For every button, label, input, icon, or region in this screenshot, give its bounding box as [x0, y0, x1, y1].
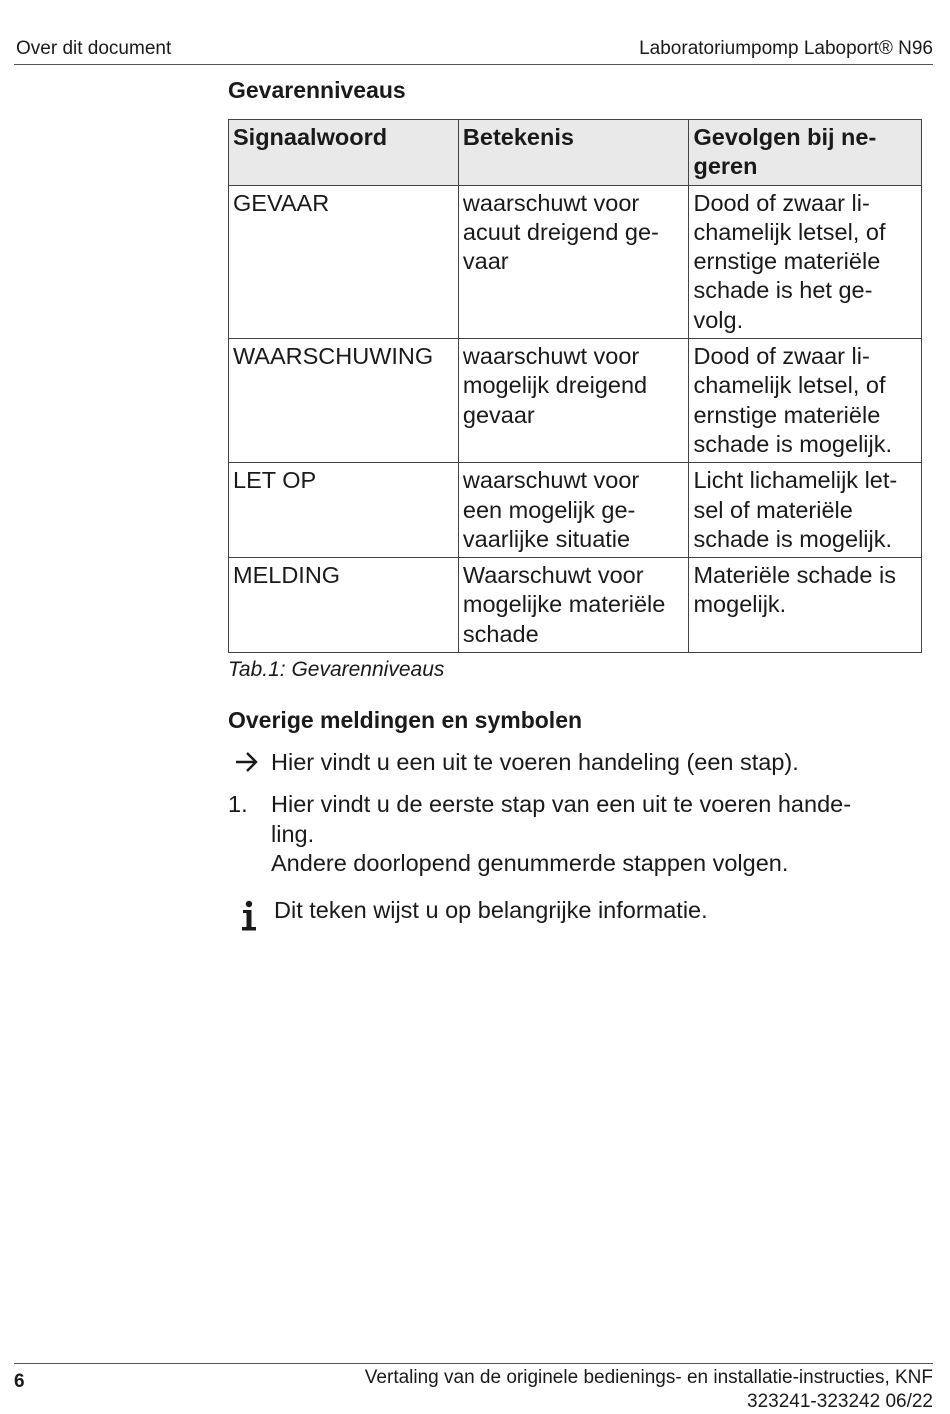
- page-content: [228, 72, 922, 926]
- step-text: Hier vindt u de eerste stap van een uit te voeren hande- ling. Andere doorlopend genummerde stappen volgen.: [271, 791, 852, 876]
- info-icon: [240, 900, 258, 932]
- table-row: [229, 185, 922, 338]
- signal-word-cell: MELDING: [229, 558, 459, 653]
- column-header-signal-word: Signaalwoord: [229, 120, 459, 186]
- page-number: 6: [14, 1371, 25, 1392]
- consequence-cell: Dood of zwaar li- chamelijk letsel, of ernstige materiële schade is het ge- volg.: [689, 185, 922, 338]
- section-title: Gevarenniveaus: [228, 77, 406, 103]
- signal-word-cell: GEVAAR: [229, 185, 459, 338]
- signal-word-cell: WAARSCHUWING: [229, 339, 459, 463]
- column-header-consequences: Gevolgen bij ne- geren: [689, 120, 922, 186]
- table-row: [229, 463, 922, 558]
- table-row: [229, 339, 922, 463]
- action-text: Hier vindt u een uit te voeren handeling (een stap).: [271, 749, 799, 776]
- info-text: Dit teken wijst u op belangrijke informatie.: [274, 897, 708, 924]
- hazard-levels-table: [228, 119, 922, 653]
- signal-word-cell: LET OP: [229, 463, 459, 558]
- step-number: 1.: [228, 791, 248, 818]
- consequence-cell: Dood of zwaar li- chamelijk letsel, of ernstige materiële schade is mogelijk.: [689, 339, 922, 463]
- action-instruction: [228, 748, 922, 777]
- table-row: [229, 558, 922, 653]
- info-note: [228, 896, 922, 925]
- consequence-cell: Licht lichamelijk let- sel of materiële schade is mogelijk.: [689, 463, 922, 558]
- table-caption: Tab.1: Gevarenniveaus: [228, 658, 445, 682]
- arrow-right-icon: [234, 750, 260, 774]
- numbered-step: [228, 790, 922, 878]
- header-product-name: Laboratoriumpomp Laboport® N96: [639, 38, 933, 59]
- footer-text: Vertaling van de originele bedienings- en installatie-instructies, KNF 323241-323242 06/22: [364, 1367, 933, 1412]
- meaning-cell: waarschuwt voor mogelijk dreigend gevaar: [458, 339, 689, 463]
- other-messages-title: Overige meldingen en symbolen: [228, 707, 583, 734]
- page-header: [14, 36, 933, 65]
- table-header-row: [229, 120, 922, 186]
- column-header-meaning: Betekenis: [458, 120, 689, 186]
- page-footer: [14, 1363, 933, 1412]
- meaning-cell: waarschuwt voor een mogelijk ge- vaarlijke situatie: [458, 463, 689, 558]
- meaning-cell: Waarschuwt voor mogelijke materiële schade: [458, 558, 689, 653]
- meaning-cell: waarschuwt voor acuut dreigend ge- vaar: [458, 185, 689, 338]
- consequence-cell: Materiële schade is mogelijk.: [689, 558, 922, 653]
- header-section-title: Over dit document: [16, 38, 172, 59]
